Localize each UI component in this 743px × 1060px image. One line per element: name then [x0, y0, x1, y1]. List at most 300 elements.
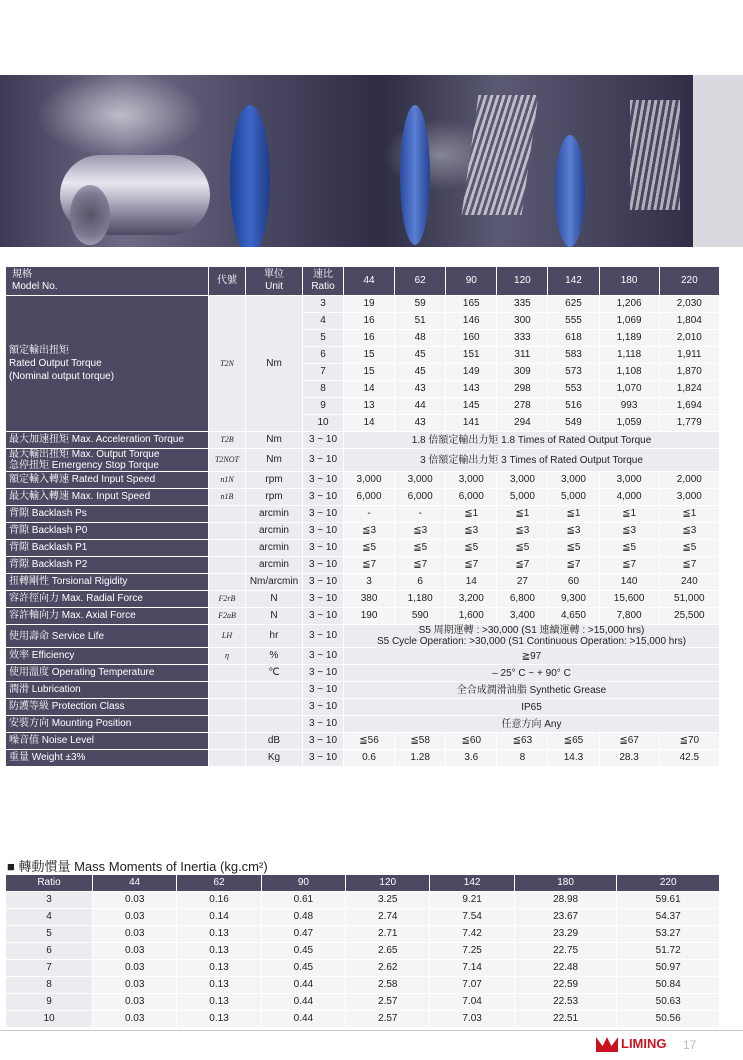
torque-symbol: T2N: [209, 296, 245, 431]
inertia-value-cell: 7.03: [430, 1011, 513, 1027]
spec-symbol: [209, 523, 245, 539]
spec-label: 扭轉剛性 Torsional Rigidity: [6, 574, 208, 590]
value-cell: 14: [344, 381, 394, 397]
spec-table: [5, 266, 720, 767]
spec-row: [6, 472, 719, 488]
value-cell: ≦5: [344, 540, 394, 556]
value-cell: 300: [497, 313, 547, 329]
gear-teeth-graphic: [462, 95, 539, 215]
gear-teeth-graphic: [630, 100, 680, 210]
value-cell: 4,000: [600, 489, 659, 505]
value-cell: 15,600: [600, 591, 659, 607]
inertia-value-cell: 2.65: [346, 943, 429, 959]
value-cell: 549: [548, 415, 598, 431]
value-cell: 298: [497, 381, 547, 397]
inertia-value-cell: 22.51: [515, 1011, 617, 1027]
value-cell: 278: [497, 398, 547, 414]
footer-divider: [0, 1030, 743, 1031]
spec-unit: Nm: [246, 449, 302, 471]
value-cell: 333: [497, 330, 547, 346]
inertia-value-cell: 0.03: [93, 909, 176, 925]
spec-symbol: [209, 733, 245, 749]
inertia-value-cell: 9.21: [430, 892, 513, 908]
value-cell: ≦3: [548, 523, 598, 539]
spec-unit: [246, 699, 302, 715]
spec-symbol: [209, 682, 245, 698]
inertia-value-cell: 28.98: [515, 892, 617, 908]
spec-span-value: 任意方向 Any: [344, 716, 719, 732]
spec-unit: rpm: [246, 472, 302, 488]
value-cell: 1,600: [446, 608, 496, 624]
spec-unit: Nm: [246, 432, 302, 448]
inertia-value-cell: 7.42: [430, 926, 513, 942]
spec-label: 背隙 Backlash P0: [6, 523, 208, 539]
spec-ratio: 3 ~ 10: [303, 540, 343, 556]
code-header: 代號: [209, 267, 245, 295]
value-cell: 335: [497, 296, 547, 312]
value-cell: 240: [660, 574, 719, 590]
value-cell: 25,500: [660, 608, 719, 624]
value-cell: 3,000: [660, 489, 719, 505]
spec-ratio: 3 ~ 10: [303, 574, 343, 590]
spec-row: [6, 716, 719, 732]
inertia-value-cell: 0.13: [177, 994, 260, 1010]
value-cell: 2,030: [660, 296, 719, 312]
spec-ratio: 3 ~ 10: [303, 506, 343, 522]
value-cell: 553: [548, 381, 598, 397]
inertia-ratio-cell: 8: [6, 977, 92, 993]
value-cell: 149: [446, 364, 496, 380]
spec-label: 使用壽命 Service Life: [6, 625, 208, 647]
spec-label: 背隙 Backlash Ps: [6, 506, 208, 522]
spec-row: [6, 750, 719, 766]
spec-unit: N: [246, 608, 302, 624]
spec-row: [6, 625, 719, 647]
value-cell: 16: [344, 330, 394, 346]
value-cell: 3,000: [395, 472, 445, 488]
spec-unit: arcmin: [246, 557, 302, 573]
inertia-value-cell: 2.57: [346, 1011, 429, 1027]
inertia-value-cell: 50.97: [617, 960, 719, 976]
model-col-header: 44: [344, 267, 394, 295]
value-cell: 45: [395, 347, 445, 363]
value-cell: ≦60: [446, 733, 496, 749]
inertia-value-cell: 7.04: [430, 994, 513, 1010]
value-cell: 42.5: [660, 750, 719, 766]
value-cell: 190: [344, 608, 394, 624]
spec-symbol: [209, 716, 245, 732]
spec-row: [6, 489, 719, 505]
value-cell: -: [344, 506, 394, 522]
value-cell: 625: [548, 296, 598, 312]
shaft-bore-graphic: [70, 185, 110, 245]
spec-symbol: n1B: [209, 489, 245, 505]
inertia-value-cell: 53.27: [617, 926, 719, 942]
spec-row: [6, 449, 719, 471]
value-cell: ≦3: [395, 523, 445, 539]
value-cell: ≦3: [497, 523, 547, 539]
value-cell: 7,800: [600, 608, 659, 624]
inertia-value-cell: 0.13: [177, 943, 260, 959]
value-cell: 146: [446, 313, 496, 329]
inertia-value-cell: 22.59: [515, 977, 617, 993]
product-photo: [0, 75, 693, 247]
value-cell: 6,000: [446, 489, 496, 505]
inertia-value-cell: 0.61: [262, 892, 345, 908]
value-cell: 43: [395, 381, 445, 397]
inertia-value-cell: 0.45: [262, 960, 345, 976]
spec-symbol: [209, 699, 245, 715]
inertia-model-header: 62: [177, 875, 260, 891]
spec-symbol: η: [209, 648, 245, 664]
value-cell: ≦3: [344, 523, 394, 539]
model-col-header: 142: [548, 267, 598, 295]
value-cell: 1,870: [660, 364, 719, 380]
inertia-value-cell: 0.03: [93, 977, 176, 993]
inertia-row: [6, 943, 719, 959]
blue-ring-graphic: [400, 105, 430, 245]
brand-name: LIMING: [621, 1036, 667, 1051]
page-number: 17: [683, 1038, 697, 1052]
inertia-value-cell: 0.13: [177, 960, 260, 976]
value-cell: ≦7: [344, 557, 394, 573]
value-cell: 1,059: [600, 415, 659, 431]
spec-ratio: 3 ~ 10: [303, 665, 343, 681]
value-cell: ≦5: [600, 540, 659, 556]
spec-unit: %: [246, 648, 302, 664]
value-cell: 573: [548, 364, 598, 380]
value-cell: ≦5: [446, 540, 496, 556]
value-cell: 3,000: [548, 472, 598, 488]
value-cell: 1,180: [395, 591, 445, 607]
inertia-value-cell: 0.44: [262, 1011, 345, 1027]
blue-ring-graphic: [230, 105, 270, 247]
inertia-value-cell: 0.13: [177, 977, 260, 993]
spec-span-value: 1.8 倍額定輸出力矩 1.8 Times of Rated Output Torque: [344, 432, 719, 448]
spec-label: 噪音值 Noise Level: [6, 733, 208, 749]
value-cell: ≦7: [497, 557, 547, 573]
value-cell: ≦7: [600, 557, 659, 573]
value-cell: 1,824: [660, 381, 719, 397]
spec-unit: rpm: [246, 489, 302, 505]
value-cell: 311: [497, 347, 547, 363]
inertia-value-cell: 7.14: [430, 960, 513, 976]
value-cell: 3,000: [446, 472, 496, 488]
inertia-value-cell: 2.58: [346, 977, 429, 993]
value-cell: ≦58: [395, 733, 445, 749]
spec-row: [6, 665, 719, 681]
inertia-value-cell: 0.44: [262, 977, 345, 993]
value-cell: 1,804: [660, 313, 719, 329]
value-cell: ≦5: [548, 540, 598, 556]
value-cell: 1,189: [600, 330, 659, 346]
inertia-value-cell: 2.57: [346, 994, 429, 1010]
inertia-value-cell: 0.13: [177, 926, 260, 942]
value-cell: 1.28: [395, 750, 445, 766]
spec-unit: arcmin: [246, 540, 302, 556]
spec-span-value: IP65: [344, 699, 719, 715]
inertia-row: [6, 977, 719, 993]
ratio-cell: 8: [303, 381, 343, 397]
value-cell: 4,650: [548, 608, 598, 624]
value-cell: 19: [344, 296, 394, 312]
spec-unit: [246, 716, 302, 732]
inertia-table: [5, 874, 720, 1028]
spec-row: [6, 523, 719, 539]
ratio-cell: 5: [303, 330, 343, 346]
value-cell: 28.3: [600, 750, 659, 766]
ratio-cell: 6: [303, 347, 343, 363]
spec-label: 容許軸向力 Max. Axial Force: [6, 608, 208, 624]
inertia-value-cell: 0.45: [262, 943, 345, 959]
spec-symbol: T2NOT: [209, 449, 245, 471]
spec-span-value: – 25° C ~ + 90° C: [344, 665, 719, 681]
value-cell: 165: [446, 296, 496, 312]
value-cell: 141: [446, 415, 496, 431]
value-cell: 45: [395, 364, 445, 380]
inertia-value-cell: 0.48: [262, 909, 345, 925]
spec-label: 重量 Weight ±3%: [6, 750, 208, 766]
value-cell: 380: [344, 591, 394, 607]
value-cell: 48: [395, 330, 445, 346]
inertia-value-cell: 23.29: [515, 926, 617, 942]
spec-row: [6, 432, 719, 448]
value-cell: ≦65: [548, 733, 598, 749]
inertia-header-row: [6, 875, 719, 891]
spec-unit: N: [246, 591, 302, 607]
model-col-header: 180: [600, 267, 659, 295]
spec-symbol: [209, 506, 245, 522]
value-cell: 51,000: [660, 591, 719, 607]
value-cell: 143: [446, 381, 496, 397]
value-cell: 16: [344, 313, 394, 329]
inertia-model-header: 120: [346, 875, 429, 891]
inertia-row: [6, 1011, 719, 1027]
value-cell: 15: [344, 347, 394, 363]
value-cell: ≦7: [446, 557, 496, 573]
value-cell: 13: [344, 398, 394, 414]
spec-ratio: 3 ~ 10: [303, 557, 343, 573]
value-cell: 583: [548, 347, 598, 363]
inertia-value-cell: 0.47: [262, 926, 345, 942]
inertia-value-cell: 0.03: [93, 994, 176, 1010]
spec-symbol: [209, 665, 245, 681]
value-cell: 14: [344, 415, 394, 431]
value-cell: 618: [548, 330, 598, 346]
value-cell: ≦3: [446, 523, 496, 539]
spec-ratio: 3 ~ 10: [303, 432, 343, 448]
spec-unit: Nm/arcmin: [246, 574, 302, 590]
spec-unit: [246, 682, 302, 698]
spec-ratio: 3 ~ 10: [303, 608, 343, 624]
value-cell: ≦70: [660, 733, 719, 749]
inertia-value-cell: 50.84: [617, 977, 719, 993]
inertia-value-cell: 2.74: [346, 909, 429, 925]
value-cell: 993: [600, 398, 659, 414]
model-header: 規格 Model No.: [6, 267, 208, 295]
spec-label: 背隙 Backlash P2: [6, 557, 208, 573]
spec-ratio: 3 ~ 10: [303, 591, 343, 607]
value-cell: 1,206: [600, 296, 659, 312]
value-cell: 6,000: [395, 489, 445, 505]
value-cell: ≦7: [395, 557, 445, 573]
value-cell: ≦1: [660, 506, 719, 522]
value-cell: 516: [548, 398, 598, 414]
unit-header: 單位 Unit: [246, 267, 302, 295]
inertia-value-cell: 7.25: [430, 943, 513, 959]
spec-ratio: 3 ~ 10: [303, 716, 343, 732]
inertia-row: [6, 909, 719, 925]
value-cell: 1,070: [600, 381, 659, 397]
inertia-value-cell: 0.03: [93, 1011, 176, 1027]
spec-span-value: ≧97: [344, 648, 719, 664]
spec-label: 潤滑 Lubrication: [6, 682, 208, 698]
value-cell: 145: [446, 398, 496, 414]
inertia-value-cell: 2.71: [346, 926, 429, 942]
model-col-header: 90: [446, 267, 496, 295]
spec-ratio: 3 ~ 10: [303, 750, 343, 766]
spec-row: [6, 557, 719, 573]
value-cell: ≦5: [660, 540, 719, 556]
ratio-cell: 3: [303, 296, 343, 312]
inertia-title: ■ 轉動慣量 Mass Moments of Inertia (kg.cm²): [7, 859, 268, 874]
value-cell: 1,694: [660, 398, 719, 414]
value-cell: 1,911: [660, 347, 719, 363]
inertia-ratio-cell: 7: [6, 960, 92, 976]
torque-row: [6, 296, 719, 312]
value-cell: ≦5: [497, 540, 547, 556]
inertia-value-cell: 23.67: [515, 909, 617, 925]
value-cell: 3: [344, 574, 394, 590]
inertia-value-cell: 0.03: [93, 943, 176, 959]
spec-ratio: 3 ~ 10: [303, 472, 343, 488]
inertia-value-cell: 7.07: [430, 977, 513, 993]
spec-symbol: [209, 750, 245, 766]
value-cell: 51: [395, 313, 445, 329]
model-col-header: 120: [497, 267, 547, 295]
spec-label: 最大輸入轉速 Max. Input Speed: [6, 489, 208, 505]
spec-unit: arcmin: [246, 506, 302, 522]
inertia-value-cell: 22.53: [515, 994, 617, 1010]
value-cell: ≦3: [660, 523, 719, 539]
value-cell: 160: [446, 330, 496, 346]
inertia-value-cell: 0.13: [177, 1011, 260, 1027]
photo-side-strip: [693, 75, 743, 247]
ratio-header: 速比 Ratio: [303, 267, 343, 295]
spec-row: [6, 733, 719, 749]
value-cell: ≦67: [600, 733, 659, 749]
spec-row: [6, 608, 719, 624]
inertia-value-cell: 0.16: [177, 892, 260, 908]
spec-unit: arcmin: [246, 523, 302, 539]
inertia-ratio-header: Ratio: [6, 875, 92, 891]
inertia-row: [6, 926, 719, 942]
spec-symbol: n1N: [209, 472, 245, 488]
value-cell: 3,200: [446, 591, 496, 607]
inertia-value-cell: 59.61: [617, 892, 719, 908]
value-cell: 1,779: [660, 415, 719, 431]
spec-label: 效率 Efficiency: [6, 648, 208, 664]
spec-ratio: 3 ~ 10: [303, 625, 343, 647]
spec-row: [6, 540, 719, 556]
value-cell: 3,400: [497, 608, 547, 624]
spec-symbol: [209, 574, 245, 590]
value-cell: 14.3: [548, 750, 598, 766]
value-cell: 294: [497, 415, 547, 431]
spec-unit: hr: [246, 625, 302, 647]
value-cell: 140: [600, 574, 659, 590]
inertia-ratio-cell: 6: [6, 943, 92, 959]
value-cell: ≦56: [344, 733, 394, 749]
brand-logo: [596, 1036, 667, 1052]
inertia-row: [6, 892, 719, 908]
spec-row: [6, 506, 719, 522]
model-col-header: 220: [660, 267, 719, 295]
spec-symbol: LH: [209, 625, 245, 647]
spec-label: 最大加速扭矩 Max. Acceleration Torque: [6, 432, 208, 448]
spec-unit: ℃: [246, 665, 302, 681]
value-cell: 14: [446, 574, 496, 590]
spec-symbol: [209, 540, 245, 556]
blue-ring-graphic: [555, 135, 585, 247]
ratio-cell: 7: [303, 364, 343, 380]
value-cell: 60: [548, 574, 598, 590]
value-cell: ≦7: [660, 557, 719, 573]
value-cell: 44: [395, 398, 445, 414]
inertia-value-cell: 0.03: [93, 960, 176, 976]
spec-label: 防護等級 Protection Class: [6, 699, 208, 715]
inertia-ratio-cell: 10: [6, 1011, 92, 1027]
inertia-model-header: 180: [515, 875, 617, 891]
inertia-value-cell: 0.03: [93, 892, 176, 908]
inertia-value-cell: 3.25: [346, 892, 429, 908]
value-cell: ≦1: [548, 506, 598, 522]
value-cell: 59: [395, 296, 445, 312]
inertia-model-header: 90: [262, 875, 345, 891]
inertia-row: [6, 994, 719, 1010]
spec-header-row: [6, 267, 719, 295]
value-cell: 5,000: [548, 489, 598, 505]
value-cell: ≦1: [446, 506, 496, 522]
value-cell: ≦63: [497, 733, 547, 749]
spec-ratio: 3 ~ 10: [303, 489, 343, 505]
value-cell: 3,000: [344, 472, 394, 488]
inertia-value-cell: 2.62: [346, 960, 429, 976]
spec-row: [6, 574, 719, 590]
value-cell: ≦7: [548, 557, 598, 573]
inertia-value-cell: 50.63: [617, 994, 719, 1010]
value-cell: 2,000: [660, 472, 719, 488]
spec-label: 最大輸出扭矩 Max. Output Torque 急停扭矩 Emergency Stop Torque: [6, 449, 208, 471]
spec-symbol: T2B: [209, 432, 245, 448]
torque-unit: Nm: [246, 296, 302, 431]
spec-symbol: [209, 557, 245, 573]
value-cell: 309: [497, 364, 547, 380]
spec-symbol: F2rB: [209, 591, 245, 607]
value-cell: 6: [395, 574, 445, 590]
spec-label: 額定輸入轉速 Rated Input Speed: [6, 472, 208, 488]
spec-row: [6, 699, 719, 715]
torque-label: 額定輸出扭矩 Rated Output Torque (Nominal output torque): [6, 296, 208, 431]
inertia-value-cell: 50.56: [617, 1011, 719, 1027]
spec-label: 安裝方向 Mounting Position: [6, 716, 208, 732]
value-cell: 0.6: [344, 750, 394, 766]
value-cell: 9,300: [548, 591, 598, 607]
spec-label: 背隙 Backlash P1: [6, 540, 208, 556]
spec-row: [6, 591, 719, 607]
spec-span-value: 全合成潤滑油脂 Synthetic Grease: [344, 682, 719, 698]
spec-label: 使用溫度 Operating Temperature: [6, 665, 208, 681]
